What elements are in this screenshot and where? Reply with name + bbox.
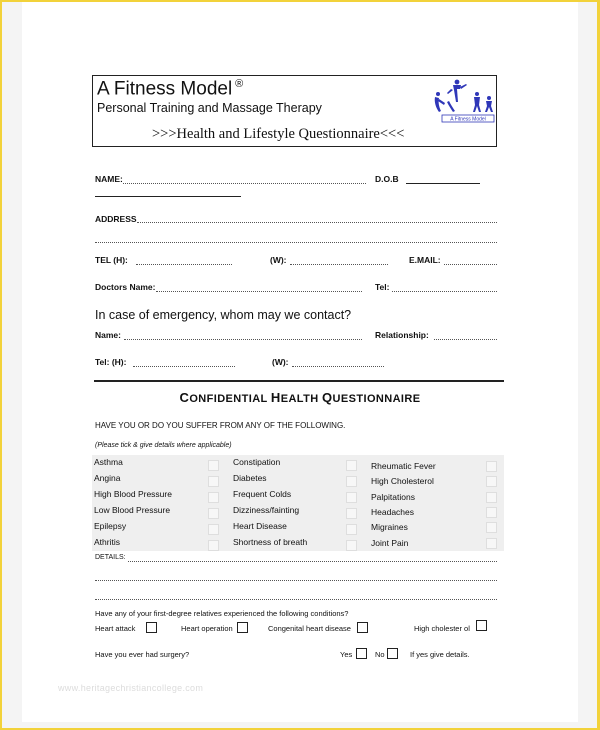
surgery-no-checkbox[interactable] <box>387 648 398 659</box>
doctors-name-label: Doctors Name: <box>95 282 156 292</box>
condition-epilepsy: Epilepsy <box>94 521 127 531</box>
asthma-checkbox[interactable] <box>208 460 219 471</box>
epilepsy-checkbox[interactable] <box>208 524 219 535</box>
title-rest-3: UESTIONNAIRE <box>332 393 421 405</box>
condition-frequent-colds: Frequent Colds <box>233 489 292 499</box>
document-page <box>22 2 578 722</box>
condition-heart-disease: Heart Disease <box>233 521 287 531</box>
address-line2-input[interactable] <box>95 242 497 243</box>
condition-dizziness: Dizziness/fainting <box>233 505 300 515</box>
tel-work-input[interactable] <box>290 264 388 265</box>
title-cap-h: H <box>270 390 281 405</box>
dob-label: D.O.B <box>375 174 399 184</box>
title-rest-1: ONFIDENTIAL <box>189 393 271 405</box>
relationship-label: Relationship: <box>375 330 429 340</box>
emergency-heading: In case of emergency, whom may we contact? <box>95 308 352 322</box>
doctor-tel-label: Tel: <box>375 282 390 292</box>
condition-diabetes: Diabetes <box>233 473 267 483</box>
fitness-logo-icon <box>433 78 495 124</box>
emergency-tel-work-label: (W): <box>272 357 289 367</box>
surgery-no-label: No <box>375 650 385 659</box>
logo-text: A Fitness Model <box>450 116 486 123</box>
high-cholesterol-checkbox[interactable] <box>486 476 497 487</box>
dizziness-checkbox[interactable] <box>346 508 357 519</box>
condition-rheumatic-fever: Rheumatic Fever <box>371 461 436 471</box>
title-cap-c: C <box>179 390 190 405</box>
name-label: NAME: <box>95 174 123 184</box>
heart-disease-checkbox[interactable] <box>346 524 357 535</box>
rheumatic-fever-checkbox[interactable] <box>486 461 497 472</box>
condition-palpitations: Palpitations <box>371 492 415 502</box>
condition-shortness-of-breath: Shortness of breath <box>233 537 308 547</box>
joint-pain-checkbox[interactable] <box>486 538 497 549</box>
heart-attack-label: Heart attack <box>95 624 136 633</box>
emergency-tel-work-input[interactable] <box>292 366 384 367</box>
frequent-colds-checkbox[interactable] <box>346 492 357 503</box>
heart-attack-checkbox[interactable] <box>146 622 157 633</box>
emergency-tel-home-input[interactable] <box>133 366 235 367</box>
constipation-checkbox[interactable] <box>346 460 357 471</box>
condition-asthma: Asthma <box>94 457 123 467</box>
relationship-input[interactable] <box>434 339 497 340</box>
watermark: www.heritagechristiancollege.com <box>58 683 204 693</box>
tel-home-label: TEL (H): <box>95 255 128 265</box>
email-input[interactable] <box>444 264 497 265</box>
emergency-name-label: Name: <box>95 330 121 340</box>
surgery-yes-checkbox[interactable] <box>356 648 367 659</box>
surgery-question: Have you ever had surgery? <box>95 650 190 659</box>
company-title-text: A Fitness Model <box>97 78 233 100</box>
section-divider <box>94 380 504 382</box>
palpitations-checkbox[interactable] <box>486 492 497 503</box>
registered-mark: ® <box>235 78 244 90</box>
details-input[interactable] <box>128 561 497 562</box>
name-continuation-input[interactable] <box>95 196 241 197</box>
condition-headaches: Headaches <box>371 507 415 517</box>
details-label: DETAILS: <box>95 554 126 561</box>
condition-high-blood-pressure: High Blood Pressure <box>94 489 172 499</box>
high-blood-pressure-checkbox[interactable] <box>208 492 219 503</box>
dob-input[interactable] <box>406 183 480 184</box>
address-input[interactable] <box>137 222 497 223</box>
relatives-question: Have any of your first-degree relatives experienced the following conditions? <box>95 609 349 618</box>
condition-angina: Angina <box>94 473 121 483</box>
surgery-yes-label: Yes <box>340 650 353 659</box>
condition-low-blood-pressure: Low Blood Pressure <box>94 505 171 515</box>
conditions-question: HAVE YOU OR DO YOU SUFFER FROM ANY OF THE FOLLOWING. <box>95 421 346 430</box>
low-blood-pressure-checkbox[interactable] <box>208 508 219 519</box>
tick-instructions: (Please tick & give details where applicable) <box>95 442 232 449</box>
high-cholesterol-relative-checkbox[interactable] <box>476 620 487 631</box>
company-subtitle: Personal Training and Massage Therapy <box>97 101 322 115</box>
congenital-heart-disease-label: Congenital heart disease <box>268 624 351 633</box>
conditions-grid <box>92 455 504 551</box>
emergency-name-input[interactable] <box>124 339 362 340</box>
heart-operation-label: Heart operation <box>181 624 233 633</box>
athritis-checkbox[interactable] <box>208 540 219 551</box>
header-box <box>92 75 497 147</box>
diabetes-checkbox[interactable] <box>346 476 357 487</box>
tel-home-input[interactable] <box>136 264 232 265</box>
emergency-tel-home-label: Tel: (H): <box>95 357 127 367</box>
high-cholesterol-relative-label: High cholester ol <box>414 624 470 633</box>
doctors-name-input[interactable] <box>156 291 362 292</box>
migraines-checkbox[interactable] <box>486 522 497 533</box>
condition-migraines: Migraines <box>371 522 408 532</box>
congenital-heart-disease-checkbox[interactable] <box>357 622 368 633</box>
angina-checkbox[interactable] <box>208 476 219 487</box>
doctor-tel-input[interactable] <box>392 291 497 292</box>
title-rest-2: EALTH <box>280 393 323 405</box>
title-cap-q: Q <box>322 390 333 405</box>
details-line3-input[interactable] <box>95 599 497 600</box>
health-section-title <box>22 390 578 405</box>
condition-constipation: Constipation <box>233 457 281 467</box>
shortness-of-breath-checkbox[interactable] <box>346 540 357 551</box>
company-title <box>97 78 243 100</box>
condition-athritis: Athritis <box>94 537 120 547</box>
details-line2-input[interactable] <box>95 580 497 581</box>
address-label: ADDRESS <box>95 214 137 224</box>
surgery-details-prompt: If yes give details. <box>410 650 470 659</box>
heart-operation-checkbox[interactable] <box>237 622 248 633</box>
condition-high-cholesterol: High Cholesterol <box>371 476 434 486</box>
name-input[interactable] <box>123 183 366 184</box>
questionnaire-title: >>>Health and Lifestyle Questionnaire<<< <box>152 126 405 142</box>
email-label: E.MAIL: <box>409 255 441 265</box>
tel-work-label: (W): <box>270 255 287 265</box>
condition-joint-pain: Joint Pain <box>371 538 409 548</box>
headaches-checkbox[interactable] <box>486 507 497 518</box>
